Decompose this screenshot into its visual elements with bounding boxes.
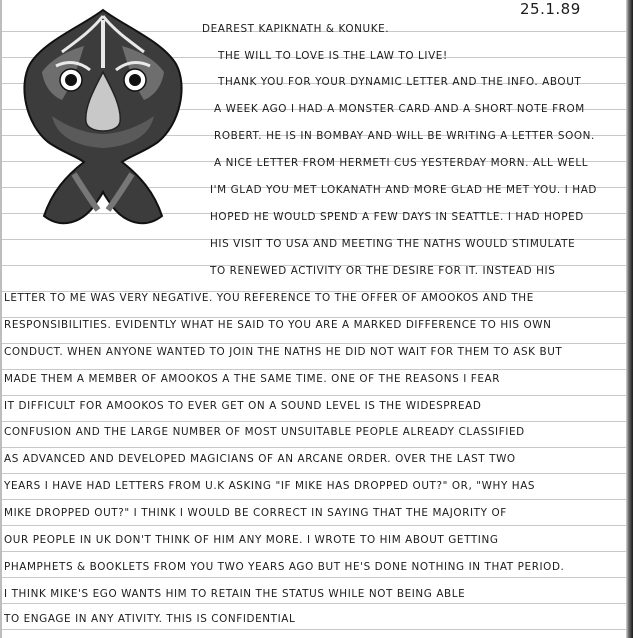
letter-line: TO ENGAGE IN ANY ATIVITY. THIS IS CONFIDENTIAL: [4, 613, 296, 625]
letter-line: ROBERT. HE IS IN BOMBAY AND WILL BE WRITING A LETTER SOON.: [214, 130, 595, 142]
page-right-edge-shadow: [626, 0, 633, 638]
mask-eye-right-pupil: [129, 74, 141, 86]
letter-line: HIS VISIT TO USA AND MEETING THE NATHS WOULD STIMULATE: [210, 238, 576, 250]
page-left-edge: [0, 0, 2, 638]
letter-salutation: DEAREST KAPIKNATH & KONUKE.: [202, 23, 390, 35]
letter-line: A NICE LETTER FROM HERMETI CUS YESTERDAY MORN. ALL WELL: [214, 157, 589, 169]
letter-line: THE WILL TO LOVE IS THE LAW TO LIVE!: [218, 50, 448, 62]
letter-line: PHAMPHETS & BOOKLETS FROM YOU TWO YEARS AGO BUT HE'S DONE NOTHING IN THAT PERIOD.: [4, 561, 565, 573]
redacted-text-whiteout: [398, 607, 615, 627]
letter-line: A WEEK AGO I HAD A MONSTER CARD AND A SHORT NOTE FROM: [214, 103, 585, 115]
letter-line: IT DIFFICULT FOR AMOOKOS TO EVER GET ON A SOUND LEVEL IS THE WIDESPREAD: [4, 400, 482, 412]
letter-line: LETTER TO ME WAS VERY NEGATIVE. YOU REFERENCE TO THE OFFER OF AMOOKOS AND THE: [4, 292, 534, 304]
letter-line: HOPED HE WOULD SPEND A FEW DAYS IN SEATTLE. I HAD HOPED: [210, 211, 584, 223]
letter-line: MIKE DROPPED OUT?" I THINK I WOULD BE CORRECT IN SAYING THAT THE MAJORITY OF: [4, 507, 507, 519]
letter-line: TO RENEWED ACTIVITY OR THE DESIRE FOR IT. INSTEAD HIS: [210, 265, 556, 277]
mask-eye-left-pupil: [65, 74, 77, 86]
letter-line: THANK YOU FOR YOUR DYNAMIC LETTER AND THE INFO. ABOUT: [218, 76, 582, 88]
letter-line: I'M GLAD YOU MET LOKANATH AND MORE GLAD HE MET YOU. I HAD: [210, 184, 598, 196]
letter-line: CONDUCT. WHEN ANYONE WANTED TO JOIN THE NATHS HE DID NOT WAIT FOR THEM TO ASK BUT: [4, 346, 563, 358]
letter-line: I THINK MIKE'S EGO WANTS HIM TO RETAIN THE STATUS WHILE NOT BEING ABLE: [4, 588, 466, 600]
letter-line: MADE THEM A MEMBER OF AMOOKOS A THE SAME TIME. ONE OF THE REASONS I FEAR: [4, 373, 501, 385]
mask-face-illustration: [22, 6, 184, 236]
letter-line: RESPONSIBILITIES. EVIDENTLY WHAT HE SAID TO YOU ARE A MARKED DIFFERENCE TO HIS OWN: [4, 319, 552, 331]
letter-line: YEARS I HAVE HAD LETTERS FROM U.K ASKING "IF MIKE HAS DROPPED OUT?" OR, "WHY HAS: [4, 480, 536, 492]
letter-date: 25.1.89: [520, 0, 581, 18]
letter-line: OUR PEOPLE IN UK DON'T THINK OF HIM ANY MORE. I WROTE TO HIM ABOUT GETTING: [4, 534, 499, 546]
letter-line: AS ADVANCED AND DEVELOPED MAGICIANS OF AN ARCANE ORDER. OVER THE LAST TWO: [4, 453, 516, 465]
letter-line: CONFUSION AND THE LARGE NUMBER OF MOST UNSUITABLE PEOPLE ALREADY CLASSIFIED: [4, 426, 525, 438]
